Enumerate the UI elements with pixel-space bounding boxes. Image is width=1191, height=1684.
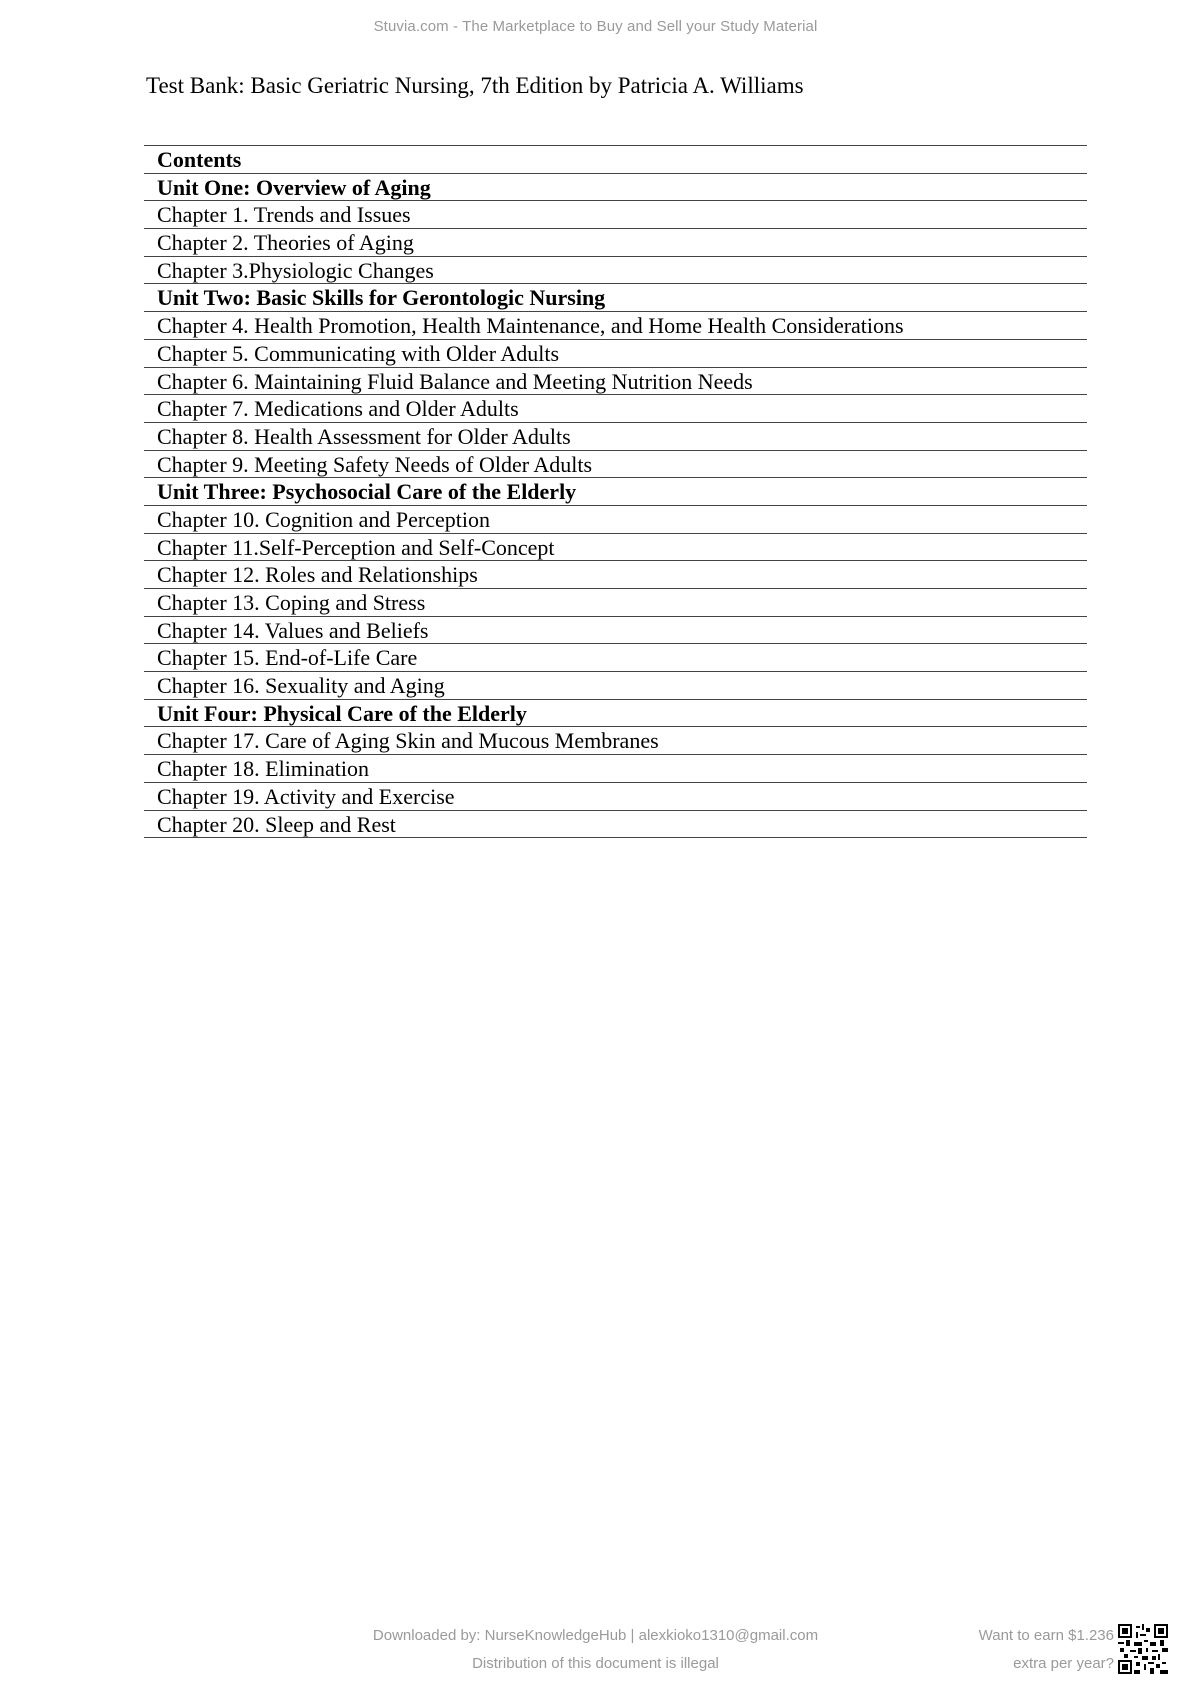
toc-heading-row: Unit One: Overview of Aging	[144, 174, 1087, 202]
toc-chapter-row: Chapter 3.Physiologic Changes	[144, 257, 1087, 285]
toc-chapter-row: Chapter 9. Meeting Safety Needs of Older Adults	[144, 451, 1087, 479]
toc-chapter-row: Chapter 1. Trends and Issues	[144, 201, 1087, 229]
toc-heading-row: Unit Four: Physical Care of the Elderly	[144, 700, 1087, 728]
toc-heading-row: Unit Two: Basic Skills for Gerontologic Nursing	[144, 284, 1087, 312]
toc-chapter-row: Chapter 20. Sleep and Rest	[144, 811, 1087, 839]
table-of-contents	[144, 145, 1087, 838]
toc-chapter-row: Chapter 6. Maintaining Fluid Balance and Meeting Nutrition Needs	[144, 368, 1087, 396]
toc-chapter-row: Chapter 4. Health Promotion, Health Maintenance, and Home Health Considerations	[144, 312, 1087, 340]
earn-promo-line-1[interactable]: Want to earn $1.236	[978, 1627, 1114, 1644]
distribution-notice: Distribution of this document is illegal	[472, 1655, 719, 1672]
qr-code-icon[interactable]	[1118, 1624, 1168, 1674]
toc-heading-row: Contents	[144, 146, 1087, 174]
toc-chapter-row: Chapter 14. Values and Beliefs	[144, 617, 1087, 645]
toc-chapter-row: Chapter 12. Roles and Relationships	[144, 561, 1087, 589]
stuvia-header-watermark: Stuvia.com - The Marketplace to Buy and Sell your Study Material	[373, 18, 818, 35]
toc-chapter-row: Chapter 2. Theories of Aging	[144, 229, 1087, 257]
toc-chapter-row: Chapter 16. Sexuality and Aging	[144, 672, 1087, 700]
toc-chapter-row: Chapter 10. Cognition and Perception	[144, 506, 1087, 534]
toc-chapter-row: Chapter 7. Medications and Older Adults	[144, 395, 1087, 423]
toc-chapter-row: Chapter 18. Elimination	[144, 755, 1087, 783]
toc-chapter-row: Chapter 11.Self-Perception and Self-Concept	[144, 534, 1087, 562]
toc-chapter-row: Chapter 17. Care of Aging Skin and Mucous Membranes	[144, 727, 1087, 755]
toc-chapter-row: Chapter 15. End-of-Life Care	[144, 644, 1087, 672]
toc-chapter-row: Chapter 8. Health Assessment for Older Adults	[144, 423, 1087, 451]
earn-promo-line-2[interactable]: extra per year?	[1013, 1655, 1114, 1672]
toc-chapter-row: Chapter 5. Communicating with Older Adults	[144, 340, 1087, 368]
downloaded-by-footer: Downloaded by: NurseKnowledgeHub | alexkioko1310@gmail.com	[372, 1627, 819, 1644]
document-title: Test Bank: Basic Geriatric Nursing, 7th Edition by Patricia A. Williams	[146, 73, 804, 98]
toc-chapter-row: Chapter 13. Coping and Stress	[144, 589, 1087, 617]
toc-heading-row: Unit Three: Psychosocial Care of the Elderly	[144, 478, 1087, 506]
toc-chapter-row: Chapter 19. Activity and Exercise	[144, 783, 1087, 811]
